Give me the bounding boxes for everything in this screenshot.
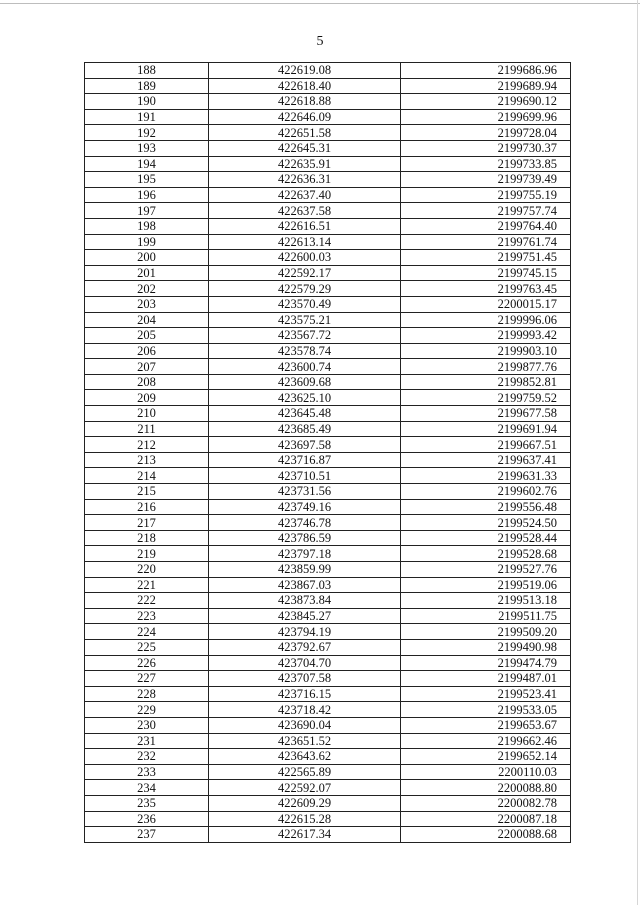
- point-number-cell: 232: [85, 749, 209, 765]
- table-row: [85, 749, 571, 765]
- y-coordinate-cell: 2199686.96: [401, 63, 571, 79]
- y-coordinate-cell: 2199690.12: [401, 94, 571, 110]
- table-row: [85, 328, 571, 344]
- x-coordinate-cell: 423794.19: [209, 624, 401, 640]
- y-coordinate-cell: 2199524.50: [401, 515, 571, 531]
- table-row: [85, 281, 571, 297]
- x-coordinate-cell: 423731.56: [209, 484, 401, 500]
- coordinates-table-body: [85, 63, 571, 843]
- point-number-cell: 196: [85, 187, 209, 203]
- table-row: [85, 484, 571, 500]
- y-coordinate-cell: 2199556.48: [401, 499, 571, 515]
- point-number-cell: 202: [85, 281, 209, 297]
- table-row: [85, 655, 571, 671]
- point-number-cell: 215: [85, 484, 209, 500]
- table-row: [85, 639, 571, 655]
- table-row: [85, 421, 571, 437]
- point-number-cell: 201: [85, 265, 209, 281]
- table-row: [85, 312, 571, 328]
- point-number-cell: 206: [85, 343, 209, 359]
- y-coordinate-cell: 2199691.94: [401, 421, 571, 437]
- x-coordinate-cell: 423873.84: [209, 593, 401, 609]
- x-coordinate-cell: 423704.70: [209, 655, 401, 671]
- x-coordinate-cell: 423845.27: [209, 608, 401, 624]
- x-coordinate-cell: 423792.67: [209, 639, 401, 655]
- y-coordinate-cell: 2199755.19: [401, 187, 571, 203]
- point-number-cell: 237: [85, 827, 209, 843]
- x-coordinate-cell: 422609.29: [209, 795, 401, 811]
- y-coordinate-cell: 2199728.04: [401, 125, 571, 141]
- table-row: [85, 374, 571, 390]
- table-row: [85, 546, 571, 562]
- point-number-cell: 235: [85, 795, 209, 811]
- x-coordinate-cell: 422618.88: [209, 94, 401, 110]
- right-edge-rule: [637, 0, 638, 905]
- y-coordinate-cell: 2199763.45: [401, 281, 571, 297]
- table-row: [85, 593, 571, 609]
- table-row: [85, 733, 571, 749]
- point-number-cell: 212: [85, 437, 209, 453]
- point-number-cell: 221: [85, 577, 209, 593]
- table-row: [85, 359, 571, 375]
- point-number-cell: 231: [85, 733, 209, 749]
- table-row: [85, 218, 571, 234]
- x-coordinate-cell: 423625.10: [209, 390, 401, 406]
- x-coordinate-cell: 422616.51: [209, 218, 401, 234]
- x-coordinate-cell: 422579.29: [209, 281, 401, 297]
- point-number-cell: 223: [85, 608, 209, 624]
- y-coordinate-cell: 2199490.98: [401, 639, 571, 655]
- point-number-cell: 225: [85, 639, 209, 655]
- y-coordinate-cell: 2199533.05: [401, 702, 571, 718]
- table-row: [85, 140, 571, 156]
- x-coordinate-cell: 423600.74: [209, 359, 401, 375]
- point-number-cell: 192: [85, 125, 209, 141]
- y-coordinate-cell: 2199513.18: [401, 593, 571, 609]
- table-row: [85, 437, 571, 453]
- table-row: [85, 562, 571, 578]
- table-row: [85, 624, 571, 640]
- x-coordinate-cell: 422635.91: [209, 156, 401, 172]
- x-coordinate-cell: 423707.58: [209, 671, 401, 687]
- y-coordinate-cell: 2199761.74: [401, 234, 571, 250]
- x-coordinate-cell: 422637.40: [209, 187, 401, 203]
- table-row: [85, 187, 571, 203]
- table-row: [85, 109, 571, 125]
- y-coordinate-cell: 2199903.10: [401, 343, 571, 359]
- point-number-cell: 200: [85, 250, 209, 266]
- y-coordinate-cell: 2199996.06: [401, 312, 571, 328]
- y-coordinate-cell: 2199759.52: [401, 390, 571, 406]
- x-coordinate-cell: 422646.09: [209, 109, 401, 125]
- table-row: [85, 671, 571, 687]
- x-coordinate-cell: 423716.15: [209, 686, 401, 702]
- y-coordinate-cell: 2200082.78: [401, 795, 571, 811]
- table-row: [85, 250, 571, 266]
- table-row: [85, 577, 571, 593]
- table-row: [85, 608, 571, 624]
- y-coordinate-cell: 2200110.03: [401, 764, 571, 780]
- y-coordinate-cell: 2199730.37: [401, 140, 571, 156]
- point-number-cell: 204: [85, 312, 209, 328]
- point-number-cell: 211: [85, 421, 209, 437]
- y-coordinate-cell: 2199631.33: [401, 468, 571, 484]
- y-coordinate-cell: 2199511.75: [401, 608, 571, 624]
- y-coordinate-cell: 2199528.68: [401, 546, 571, 562]
- y-coordinate-cell: 2199764.40: [401, 218, 571, 234]
- table-row: [85, 686, 571, 702]
- x-coordinate-cell: 422618.40: [209, 78, 401, 94]
- x-coordinate-cell: 422565.89: [209, 764, 401, 780]
- y-coordinate-cell: 2199689.94: [401, 78, 571, 94]
- y-coordinate-cell: 2199519.06: [401, 577, 571, 593]
- point-number-cell: 203: [85, 296, 209, 312]
- point-number-cell: 208: [85, 374, 209, 390]
- table-row: [85, 702, 571, 718]
- x-coordinate-cell: 422617.34: [209, 827, 401, 843]
- x-coordinate-cell: 423859.99: [209, 562, 401, 578]
- point-number-cell: 216: [85, 499, 209, 515]
- y-coordinate-cell: 2199528.44: [401, 530, 571, 546]
- table-row: [85, 343, 571, 359]
- y-coordinate-cell: 2199527.76: [401, 562, 571, 578]
- x-coordinate-cell: 423718.42: [209, 702, 401, 718]
- table-row: [85, 265, 571, 281]
- y-coordinate-cell: 2200015.17: [401, 296, 571, 312]
- point-number-cell: 219: [85, 546, 209, 562]
- table-row: [85, 63, 571, 79]
- y-coordinate-cell: 2199523.41: [401, 686, 571, 702]
- table-row: [85, 452, 571, 468]
- table-row: [85, 156, 571, 172]
- x-coordinate-cell: 423797.18: [209, 546, 401, 562]
- point-number-cell: 190: [85, 94, 209, 110]
- point-number-cell: 197: [85, 203, 209, 219]
- coordinates-table: [84, 62, 571, 843]
- table-row: [85, 780, 571, 796]
- y-coordinate-cell: 2199602.76: [401, 484, 571, 500]
- x-coordinate-cell: 422592.07: [209, 780, 401, 796]
- x-coordinate-cell: 423575.21: [209, 312, 401, 328]
- point-number-cell: 210: [85, 406, 209, 422]
- point-number-cell: 193: [85, 140, 209, 156]
- x-coordinate-cell: 423651.52: [209, 733, 401, 749]
- point-number-cell: 209: [85, 390, 209, 406]
- table-row: [85, 795, 571, 811]
- point-number-cell: 194: [85, 156, 209, 172]
- y-coordinate-cell: 2199757.74: [401, 203, 571, 219]
- x-coordinate-cell: 423570.49: [209, 296, 401, 312]
- x-coordinate-cell: 422600.03: [209, 250, 401, 266]
- point-number-cell: 227: [85, 671, 209, 687]
- x-coordinate-cell: 423710.51: [209, 468, 401, 484]
- x-coordinate-cell: 422592.17: [209, 265, 401, 281]
- x-coordinate-cell: 422615.28: [209, 811, 401, 827]
- y-coordinate-cell: 2199653.67: [401, 717, 571, 733]
- point-number-cell: 213: [85, 452, 209, 468]
- x-coordinate-cell: 423567.72: [209, 328, 401, 344]
- x-coordinate-cell: 423716.87: [209, 452, 401, 468]
- table-row: [85, 125, 571, 141]
- point-number-cell: 233: [85, 764, 209, 780]
- y-coordinate-cell: 2200088.80: [401, 780, 571, 796]
- table-row: [85, 234, 571, 250]
- x-coordinate-cell: 423578.74: [209, 343, 401, 359]
- x-coordinate-cell: 423749.16: [209, 499, 401, 515]
- y-coordinate-cell: 2199745.15: [401, 265, 571, 281]
- table-row: [85, 827, 571, 843]
- y-coordinate-cell: 2199699.96: [401, 109, 571, 125]
- page-number: 5: [316, 34, 324, 49]
- x-coordinate-cell: 423609.68: [209, 374, 401, 390]
- point-number-cell: 220: [85, 562, 209, 578]
- x-coordinate-cell: 423867.03: [209, 577, 401, 593]
- point-number-cell: 226: [85, 655, 209, 671]
- y-coordinate-cell: 2199662.46: [401, 733, 571, 749]
- point-number-cell: 230: [85, 717, 209, 733]
- y-coordinate-cell: 2199474.79: [401, 655, 571, 671]
- point-number-cell: 199: [85, 234, 209, 250]
- table-row: [85, 203, 571, 219]
- x-coordinate-cell: 423746.78: [209, 515, 401, 531]
- point-number-cell: 236: [85, 811, 209, 827]
- point-number-cell: 198: [85, 218, 209, 234]
- y-coordinate-cell: 2200088.68: [401, 827, 571, 843]
- table-row: [85, 764, 571, 780]
- y-coordinate-cell: 2199852.81: [401, 374, 571, 390]
- x-coordinate-cell: 423645.48: [209, 406, 401, 422]
- y-coordinate-cell: 2200087.18: [401, 811, 571, 827]
- table-row: [85, 172, 571, 188]
- point-number-cell: 224: [85, 624, 209, 640]
- y-coordinate-cell: 2199487.01: [401, 671, 571, 687]
- table-row: [85, 515, 571, 531]
- point-number-cell: 189: [85, 78, 209, 94]
- y-coordinate-cell: 2199677.58: [401, 406, 571, 422]
- x-coordinate-cell: 423697.58: [209, 437, 401, 453]
- table-row: [85, 94, 571, 110]
- y-coordinate-cell: 2199993.42: [401, 328, 571, 344]
- table-row: [85, 717, 571, 733]
- point-number-cell: 207: [85, 359, 209, 375]
- x-coordinate-cell: 422636.31: [209, 172, 401, 188]
- x-coordinate-cell: 422645.31: [209, 140, 401, 156]
- point-number-cell: 218: [85, 530, 209, 546]
- x-coordinate-cell: 422637.58: [209, 203, 401, 219]
- y-coordinate-cell: 2199739.49: [401, 172, 571, 188]
- point-number-cell: 214: [85, 468, 209, 484]
- y-coordinate-cell: 2199509.20: [401, 624, 571, 640]
- table-row: [85, 468, 571, 484]
- x-coordinate-cell: 423685.49: [209, 421, 401, 437]
- point-number-cell: 234: [85, 780, 209, 796]
- point-number-cell: 222: [85, 593, 209, 609]
- table-row: [85, 530, 571, 546]
- y-coordinate-cell: 2199667.51: [401, 437, 571, 453]
- point-number-cell: 191: [85, 109, 209, 125]
- table-row: [85, 811, 571, 827]
- point-number-cell: 188: [85, 63, 209, 79]
- x-coordinate-cell: 422651.58: [209, 125, 401, 141]
- table-row: [85, 499, 571, 515]
- point-number-cell: 217: [85, 515, 209, 531]
- x-coordinate-cell: 423786.59: [209, 530, 401, 546]
- y-coordinate-cell: 2199733.85: [401, 156, 571, 172]
- x-coordinate-cell: 422619.08: [209, 63, 401, 79]
- point-number-cell: 195: [85, 172, 209, 188]
- table-row: [85, 390, 571, 406]
- table-row: [85, 78, 571, 94]
- x-coordinate-cell: 422613.14: [209, 234, 401, 250]
- y-coordinate-cell: 2199751.45: [401, 250, 571, 266]
- y-coordinate-cell: 2199877.76: [401, 359, 571, 375]
- point-number-cell: 229: [85, 702, 209, 718]
- top-rule: [0, 3, 640, 4]
- table-row: [85, 406, 571, 422]
- x-coordinate-cell: 423690.04: [209, 717, 401, 733]
- x-coordinate-cell: 423643.62: [209, 749, 401, 765]
- table-row: [85, 296, 571, 312]
- y-coordinate-cell: 2199652.14: [401, 749, 571, 765]
- point-number-cell: 205: [85, 328, 209, 344]
- point-number-cell: 228: [85, 686, 209, 702]
- y-coordinate-cell: 2199637.41: [401, 452, 571, 468]
